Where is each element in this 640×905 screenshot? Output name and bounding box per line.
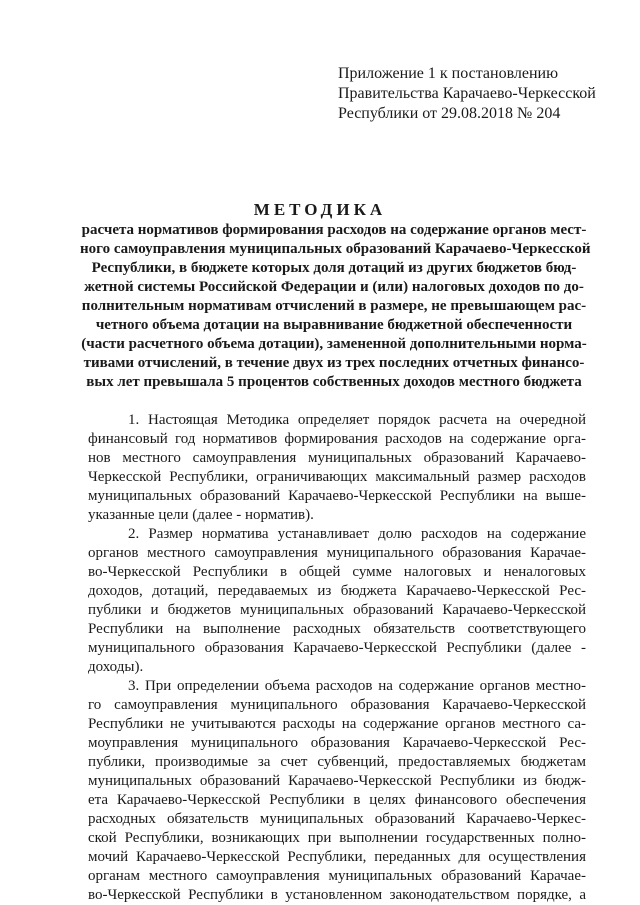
paragraph-line: указанные цели (далее - норматив).: [88, 507, 314, 523]
paragraph-line: доходы).: [88, 659, 144, 675]
paragraph-2: [88, 525, 586, 677]
paragraph-line: моуправления муниципального образования Карачаево-Черкесской Рес-: [88, 735, 586, 751]
paragraph-line: 2. Размер норматива устанавливает долю расходов на содержание: [128, 526, 586, 542]
paragraph-line: Республики не учитываются расходы на содержание органов местного са-: [88, 716, 586, 732]
paragraph-line: во-Черкесской Республики в установленном законодательством порядке, а: [88, 887, 586, 903]
subtitle-line: ного самоуправления муниципальных образований Карачаево-Черкесской: [80, 241, 591, 257]
subtitle-line: (части расчетного объема дотации), замененной дополнительными норма-: [81, 336, 587, 352]
paragraph-line: доходов, дотаций, передаваемых из бюджета Карачаево-Черкесской Рес-: [88, 583, 586, 599]
subtitle-line: полнительным нормативам отчислений в размере, не превышающем рас-: [81, 298, 587, 314]
paragraph-line: муниципального образования Карачаево-Черкесской Республики (далее -: [88, 640, 586, 656]
paragraph-line: муниципальных образований Карачаево-Черкесской Республики из бюдж-: [88, 773, 586, 789]
paragraph-line: муниципальных образований Карачаево-Черкесской Республики на выше-: [88, 488, 586, 504]
paragraph-line: органам местного самоуправления муниципальных образований Карачае-: [88, 868, 586, 884]
paragraph-1: [88, 411, 586, 525]
paragraph-line: го самоуправления муниципального образования Карачаево-Черкесской: [88, 697, 586, 713]
paragraph-line: ской Республики, возникающих при выполнении государственных полно-: [88, 830, 586, 846]
paragraph-line: Республики на выполнение расходных обязательств соответствующего: [88, 621, 586, 637]
subtitle-line: расчета нормативов формирования расходов на содержание органов мест-: [81, 222, 587, 238]
paragraph-line: во-Черкесской Республики в общей сумме налоговых и неналоговых: [88, 564, 586, 580]
appendix-line: Республики от 29.08.2018 № 204: [338, 105, 561, 122]
subtitle-line: жетной системы Российской Федерации и (или) налоговых доходов по до-: [84, 279, 584, 295]
subtitle-line: тивами отчислений, в течение двух из трех последних отчетных финансо-: [83, 355, 585, 371]
subtitle-line: вых лет превышала 5 процентов собственных доходов местного бюджета: [86, 374, 582, 390]
document-subtitle: [80, 221, 591, 392]
subtitle-line: четного объема дотации на выравнивание бюджетной обеспеченности: [95, 317, 573, 333]
paragraph-line: публики и бюджетов муниципальных образований Карачаево-Черкесской: [88, 602, 586, 618]
paragraph-line: нов местного самоуправления муниципальных образований Карачаево-: [88, 450, 586, 466]
paragraph-line: 1. Настоящая Методика определяет порядок расчета на очередной: [128, 412, 586, 428]
paragraph-line: органов местного самоуправления муниципального образования Карачае-: [88, 545, 586, 561]
paragraph-line: Черкесской Республики, ограничивающих максимальный размер расходов: [88, 469, 586, 485]
paragraph-3: [88, 677, 586, 905]
appendix-reference: [338, 64, 628, 124]
paragraph-line: финансовый год нормативов формирования расходов на содержание орга-: [88, 431, 586, 447]
paragraph-line: ета Карачаево-Черкесской Республики в целях финансового обеспечения: [88, 792, 586, 808]
paragraph-line: расходных обязательств муниципальных образований Карачаево-Черкес-: [88, 811, 586, 827]
paragraph-line: мочий Карачаево-Черкесской Республики, переданных для осуществления: [88, 849, 586, 865]
document-title: МЕТОДИКА: [253, 200, 387, 219]
appendix-line: Правительства Карачаево-Черкесской: [338, 85, 596, 102]
paragraph-line: 3. При определении объема расходов на содержание органов местно-: [128, 678, 586, 694]
document-body: [88, 411, 586, 905]
paragraph-line: публики, производимые за счет субвенций, предоставляемых бюджетам: [88, 754, 586, 770]
subtitle-line: Республики, в бюджете которых доля дотаций из других бюджетов бюд-: [91, 260, 577, 276]
appendix-line: Приложение 1 к постановлению: [338, 65, 559, 82]
